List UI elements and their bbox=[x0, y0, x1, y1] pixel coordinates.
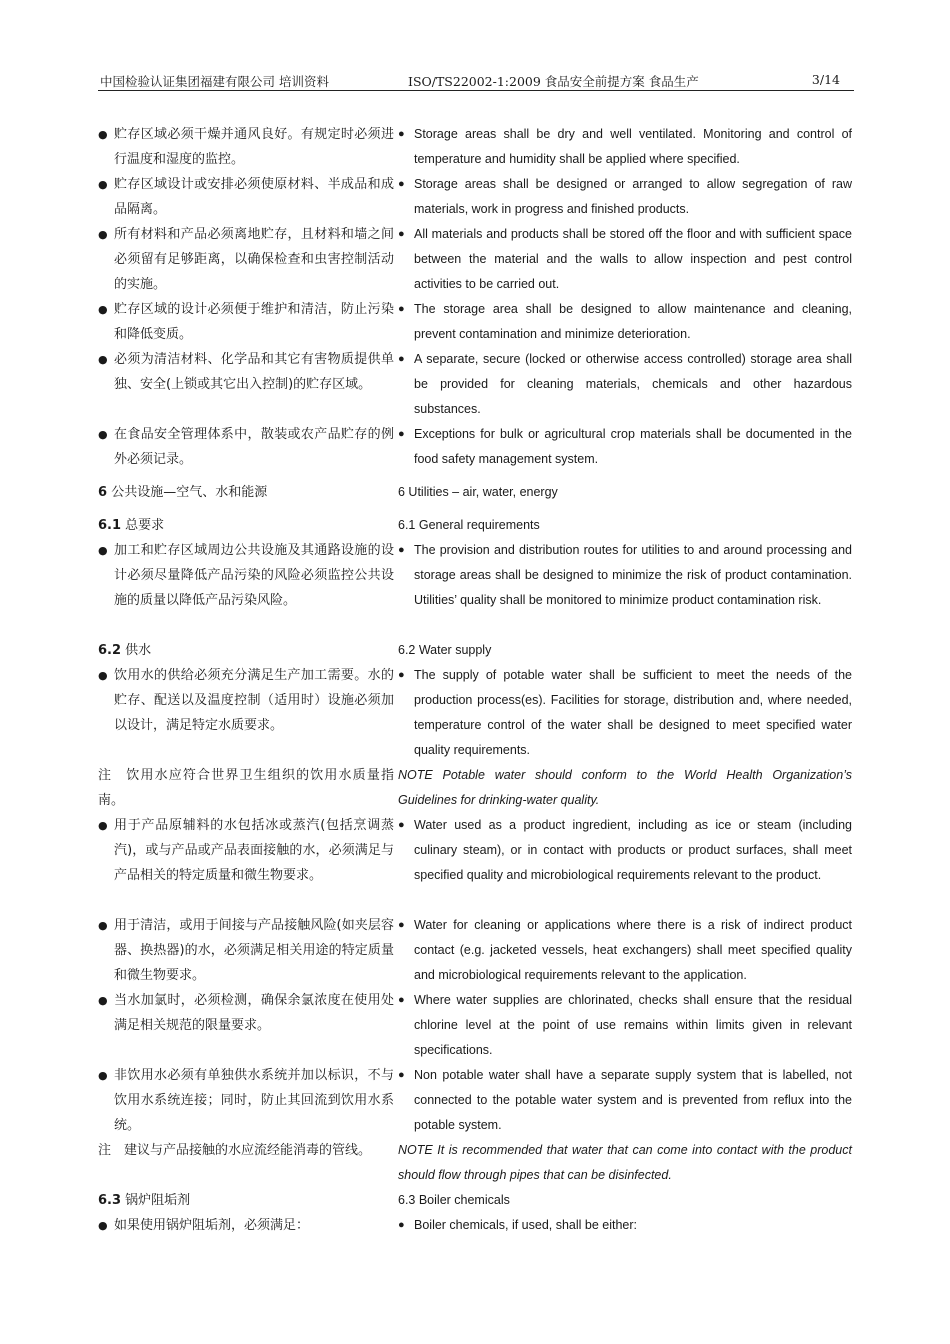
en-subsection-heading: 6.1 General requirements bbox=[398, 518, 540, 532]
header-page-number: 3/14 bbox=[811, 72, 840, 87]
bullet-icon: ● bbox=[398, 819, 405, 831]
bullet-icon: ● bbox=[98, 919, 108, 932]
zh-note: 注 建议与产品接触的水应流经能消毒的管线。 bbox=[98, 1143, 372, 1158]
en-bullet-item: ● Storage areas shall be designed or arranged to allow segregation of raw materials, work in progress and finished products. bbox=[398, 172, 852, 222]
en-bullet-item: ● Exceptions for bulk or agricultural crop materials shall be documented in the food safety management system. bbox=[398, 422, 852, 480]
en-subsection-heading: 6.2 Water supply bbox=[398, 643, 492, 657]
bullet-icon: ● bbox=[398, 544, 405, 556]
bullet-icon: ● bbox=[398, 128, 405, 140]
bullet-icon: ● bbox=[98, 303, 108, 316]
zh-subsection-heading: 6.1 总要求 bbox=[98, 518, 165, 533]
zh-bullet-item: ● 贮存区域必须干燥并通风良好。有规定时必须进行温度和湿度的监控。 bbox=[98, 122, 394, 172]
bullet-icon: ● bbox=[398, 428, 405, 440]
zh-bullet-item: ● 贮存区域的设计必须便于维护和清洁，防止污染和降低变质。 bbox=[98, 297, 394, 347]
bullet-icon: ● bbox=[398, 353, 405, 365]
zh-bullet-item: ● 加工和贮存区域周边公共设施及其通路设施的设计必须尽量降低产品污染的风险必须监控公共设施的质量以降低产品污染风险。 bbox=[98, 538, 394, 638]
en-note: NOTE Potable water should conform to the World Health Organization’s Guidelines for drinking-water quality. bbox=[398, 768, 852, 807]
zh-subsection-heading: 6.3 锅炉阻垢剂 bbox=[98, 1193, 191, 1208]
bullet-icon: ● bbox=[398, 1219, 405, 1231]
en-bullet-item: ● Water for cleaning or applications where there is a risk of indirect product contact (e.g. jacketed vessels, heat exchangers) shall meet specified quality and microbiological requirements relevant to the application. bbox=[398, 913, 852, 988]
bullet-icon: ● bbox=[398, 919, 405, 931]
page-header bbox=[98, 72, 854, 91]
bullet-icon: ● bbox=[98, 1219, 108, 1232]
en-section-heading: 6 Utilities – air, water, energy bbox=[398, 485, 558, 499]
zh-bullet-item: ● 如果使用锅炉阻垢剂，必须满足： bbox=[98, 1213, 394, 1238]
en-bullet-item: ● Boiler chemicals, if used, shall be either: bbox=[398, 1213, 852, 1238]
zh-bullet-item: ● 用于产品原辅料的水包括冰或蒸汽(包括烹调蒸汽)，或与产品或产品表面接触的水，必须满足与产品相关的特定质量和微生物要求。 bbox=[98, 813, 394, 913]
en-bullet-item: ● Water used as a product ingredient, including as ice or steam (including culinary steam), or in contact with products or product surfaces, shall meet specified quality and microbiological requirements relevant to the product. bbox=[398, 813, 852, 913]
zh-bullet-item: ● 必须为清洁材料、化学品和其它有害物质提供单独、安全(上锁或其它出入控制)的贮存区域。 bbox=[98, 347, 394, 422]
en-bullet-item: ● The provision and distribution routes for utilities to and around processing and storage areas shall be designed to minimize the risk of product contamination. Utilities’ quality shall be monitored to minimize product contamination risk. bbox=[398, 538, 852, 638]
header-document-title: ISO/TS22002-1:2009 食品安全前提方案 食品生产 bbox=[408, 74, 699, 89]
bullet-icon: ● bbox=[98, 128, 108, 141]
bullet-icon: ● bbox=[398, 1069, 405, 1081]
zh-bullet-item: ● 用于清洁，或用于间接与产品接触风险(如夹层容器、换热器)的水，必须满足相关用途的特定质量和微生物要求。 bbox=[98, 913, 394, 988]
bullet-icon: ● bbox=[98, 994, 108, 1007]
bullet-icon: ● bbox=[98, 1069, 108, 1082]
zh-bullet-item: ● 当水加氯时，必须检测，确保余氯浓度在使用处满足相关规范的限量要求。 bbox=[98, 988, 394, 1063]
bullet-icon: ● bbox=[98, 669, 108, 682]
bullet-icon: ● bbox=[98, 544, 108, 557]
en-bullet-item: ● Non potable water shall have a separate supply system that is labelled, not connected to the potable water system and is prevented from reflux into the potable system. bbox=[398, 1063, 852, 1138]
en-bullet-item: ● Storage areas shall be dry and well ventilated. Monitoring and control of temperature and humidity shall be applied where specified. bbox=[398, 122, 852, 172]
chinese-column bbox=[98, 122, 394, 1238]
en-note: NOTE It is recommended that water that can come into contact with the product should flow through pipes that can be disinfected. bbox=[398, 1143, 852, 1182]
bullet-icon: ● bbox=[98, 353, 108, 366]
bullet-icon: ● bbox=[98, 428, 108, 441]
zh-note: 注 饮用水应符合世界卫生组织的饮用水质量指南。 bbox=[98, 768, 394, 808]
en-bullet-item: ● Where water supplies are chlorinated, checks shall ensure that the residual chlorine level at the point of use remains within limits given in relevant specifications. bbox=[398, 988, 852, 1063]
bullet-icon: ● bbox=[398, 303, 405, 315]
bullet-icon: ● bbox=[98, 228, 108, 241]
bullet-icon: ● bbox=[98, 178, 108, 191]
zh-subsection-heading: 6.2 供水 bbox=[98, 643, 152, 658]
bullet-icon: ● bbox=[398, 178, 405, 190]
zh-bullet-item: ● 非饮用水必须有单独供水系统并加以标识，不与饮用水系统连接；同时，防止其回流到饮用水系统。 bbox=[98, 1063, 394, 1138]
english-column bbox=[398, 122, 852, 1238]
en-bullet-item: ● All materials and products shall be stored off the floor and with sufficient space between the material and the walls to allow inspection and pest control activities to be carried out. bbox=[398, 222, 852, 297]
en-bullet-item: ● The supply of potable water shall be sufficient to meet the needs of the production process(es). Facilities for storage, distribution and, where needed, temperature control of the water shall be designed to meet specified water quality requirements. bbox=[398, 663, 852, 763]
bullet-icon: ● bbox=[398, 994, 405, 1006]
bullet-icon: ● bbox=[98, 819, 108, 832]
en-subsection-heading: 6.3 Boiler chemicals bbox=[398, 1193, 510, 1207]
bullet-icon: ● bbox=[398, 228, 405, 240]
zh-bullet-item: ● 贮存区域设计或安排必须使原材料、半成品和成品隔离。 bbox=[98, 172, 394, 222]
zh-section-heading: 6 公共设施—空气、水和能源 bbox=[98, 485, 268, 500]
zh-bullet-item: ● 所有材料和产品必须离地贮存，且材料和墙之间必须留有足够距离，以确保检查和虫害控制活动的实施。 bbox=[98, 222, 394, 297]
bullet-icon: ● bbox=[398, 669, 405, 681]
header-organization: 中国检验认证集团福建有限公司 培训资料 bbox=[100, 74, 329, 89]
zh-bullet-item: ● 在食品安全管理体系中，散装或农产品贮存的例外必须记录。 bbox=[98, 422, 394, 480]
en-bullet-item: ● The storage area shall be designed to allow maintenance and cleaning, prevent contamination and minimize deterioration. bbox=[398, 297, 852, 347]
zh-bullet-item: ● 饮用水的供给必须充分满足生产加工需要。水的贮存、配送以及温度控制（适用时）设施必须加以设计，满足特定水质要求。 bbox=[98, 663, 394, 763]
en-bullet-item: ● A separate, secure (locked or otherwise access controlled) storage area shall be provided for cleaning materials, chemicals and other hazardous substances. bbox=[398, 347, 852, 422]
